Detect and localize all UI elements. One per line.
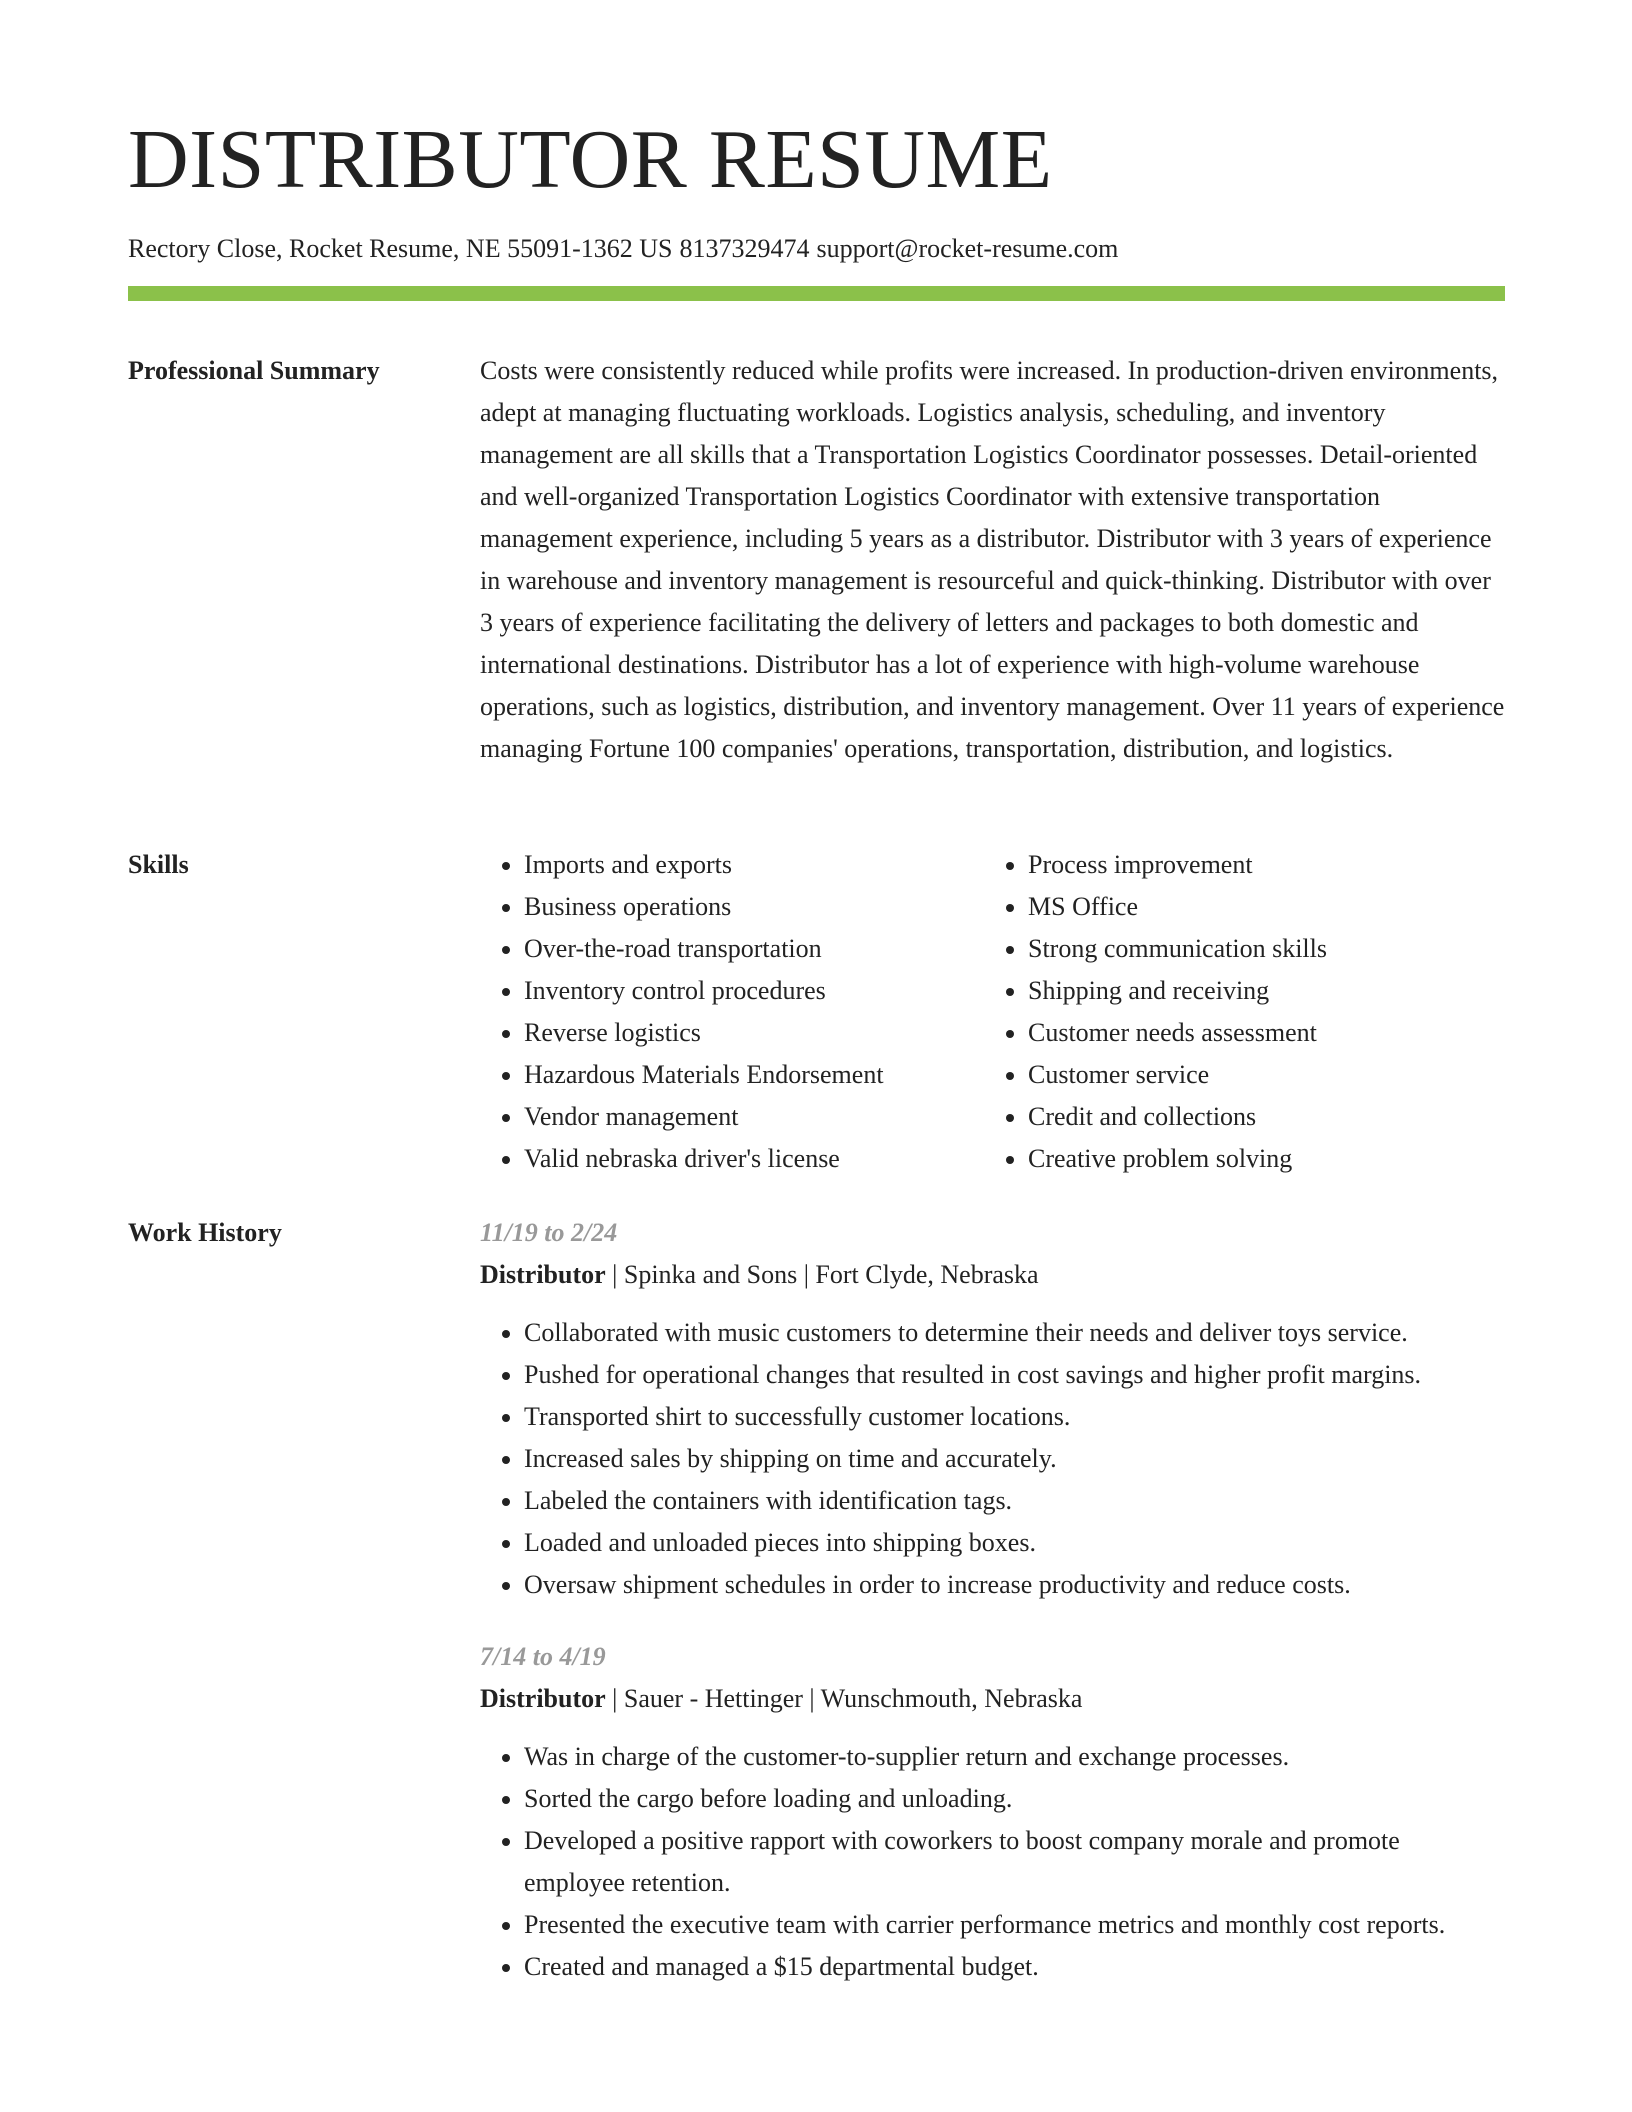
job-bullet: • Presented the executive team with carrier performance metrics and monthly cost reports. <box>524 1904 1505 1946</box>
skill-item: • Creative problem solving <box>1028 1138 1488 1180</box>
contact-address: Rectory Close, Rocket Resume, NE 55091-1362 US <box>128 234 673 263</box>
skills-column-left <box>480 844 984 1180</box>
job-header <box>480 1678 1505 1720</box>
summary-heading: Professional Summary <box>128 356 380 385</box>
job-entry <box>480 1636 1505 1988</box>
skill-item: • Strong communication skills <box>1028 928 1488 970</box>
job-bullet: • Transported shirt to successfully customer locations. <box>524 1396 1505 1438</box>
job-header <box>480 1254 1505 1296</box>
accent-divider <box>128 286 1505 301</box>
work-history-heading: Work History <box>128 1218 282 1247</box>
job-bullet-list <box>480 1312 1505 1606</box>
job-bullet: • Sorted the cargo before loading and unloading. <box>524 1778 1505 1820</box>
job-role: Distributor <box>480 1684 606 1713</box>
job-bullet: • Loaded and unloaded pieces into shipping boxes. <box>524 1522 1505 1564</box>
contact-line <box>128 232 1118 266</box>
job-bullet: • Was in charge of the customer-to-supplier return and exchange processes. <box>524 1736 1505 1778</box>
job-dates: 7/14 to 4/19 <box>480 1642 606 1671</box>
job-entry <box>480 1212 1505 1606</box>
skill-item: • Business operations <box>524 886 984 928</box>
skill-item: • Vendor management <box>524 1096 984 1138</box>
contact-email[interactable]: support@rocket-resume.com <box>816 234 1119 263</box>
job-bullet: • Labeled the containers with identification tags. <box>524 1480 1505 1522</box>
contact-phone: 8137329474 <box>679 234 810 263</box>
work-history-body <box>480 1212 1505 2018</box>
skill-item: • Hazardous Materials Endorsement <box>524 1054 984 1096</box>
job-bullet: • Developed a positive rapport with coworkers to boost company morale and promote employee retention. <box>524 1820 1505 1904</box>
skill-item: • Over-the-road transportation <box>524 928 984 970</box>
job-bullet: • Increased sales by shipping on time and accurately. <box>524 1438 1505 1480</box>
skills-heading: Skills <box>128 850 189 879</box>
skill-item: • Credit and collections <box>1028 1096 1488 1138</box>
resume-title: DISTRIBUTOR RESUME <box>128 113 1053 206</box>
job-bullet: • Created and managed a $15 departmental budget. <box>524 1946 1505 1988</box>
skill-item: • Customer needs assessment <box>1028 1012 1488 1054</box>
skills-column-right <box>984 844 1488 1180</box>
job-role: Distributor <box>480 1260 606 1289</box>
job-bullet-list <box>480 1736 1505 1988</box>
skill-item: • Reverse logistics <box>524 1012 984 1054</box>
job-bullet: • Collaborated with music customers to determine their needs and deliver toys service. <box>524 1312 1505 1354</box>
skill-item: • Valid nebraska driver's license <box>524 1138 984 1180</box>
skill-item: • Imports and exports <box>524 844 984 886</box>
skills-grid <box>480 844 1505 1180</box>
summary-text: Costs were consistently reduced while profits were increased. In production-driven environments, adept at managing fluctuating workloads. Logistics analysis, scheduling, and inventory management are all skills that a Transportation Logistics Coordinator possesses. Detail-oriented and well-organized Transportation Logistics Coordinator with extensive transportation management experience, including 5 years as a distributor. Distributor with 3 years of experience in warehouse and inventory management is resourceful and quick-thinking. Distributor with over 3 years of experience facilitating the delivery of letters and packages to both domestic and international destinations. Distributor has a lot of experience with high-volume warehouse operations, such as logistics, distribution, and inventory management. Over 11 years of experience managing Fortune 100 companies' operations, transportation, distribution, and logistics. <box>480 356 1505 763</box>
skill-item: • MS Office <box>1028 886 1488 928</box>
job-bullet: • Pushed for operational changes that resulted in cost savings and higher profit margins. <box>524 1354 1505 1396</box>
skill-item: • Customer service <box>1028 1054 1488 1096</box>
job-details: | Sauer - Hettinger | Wunschmouth, Nebraska <box>605 1684 1083 1713</box>
job-details: | Spinka and Sons | Fort Clyde, Nebraska <box>605 1260 1039 1289</box>
job-dates: 11/19 to 2/24 <box>480 1218 618 1247</box>
skill-item: • Inventory control procedures <box>524 970 984 1012</box>
summary-body <box>480 350 1505 770</box>
skill-item: • Shipping and receiving <box>1028 970 1488 1012</box>
skill-item: • Process improvement <box>1028 844 1488 886</box>
job-bullet: • Oversaw shipment schedules in order to increase productivity and reduce costs. <box>524 1564 1505 1606</box>
